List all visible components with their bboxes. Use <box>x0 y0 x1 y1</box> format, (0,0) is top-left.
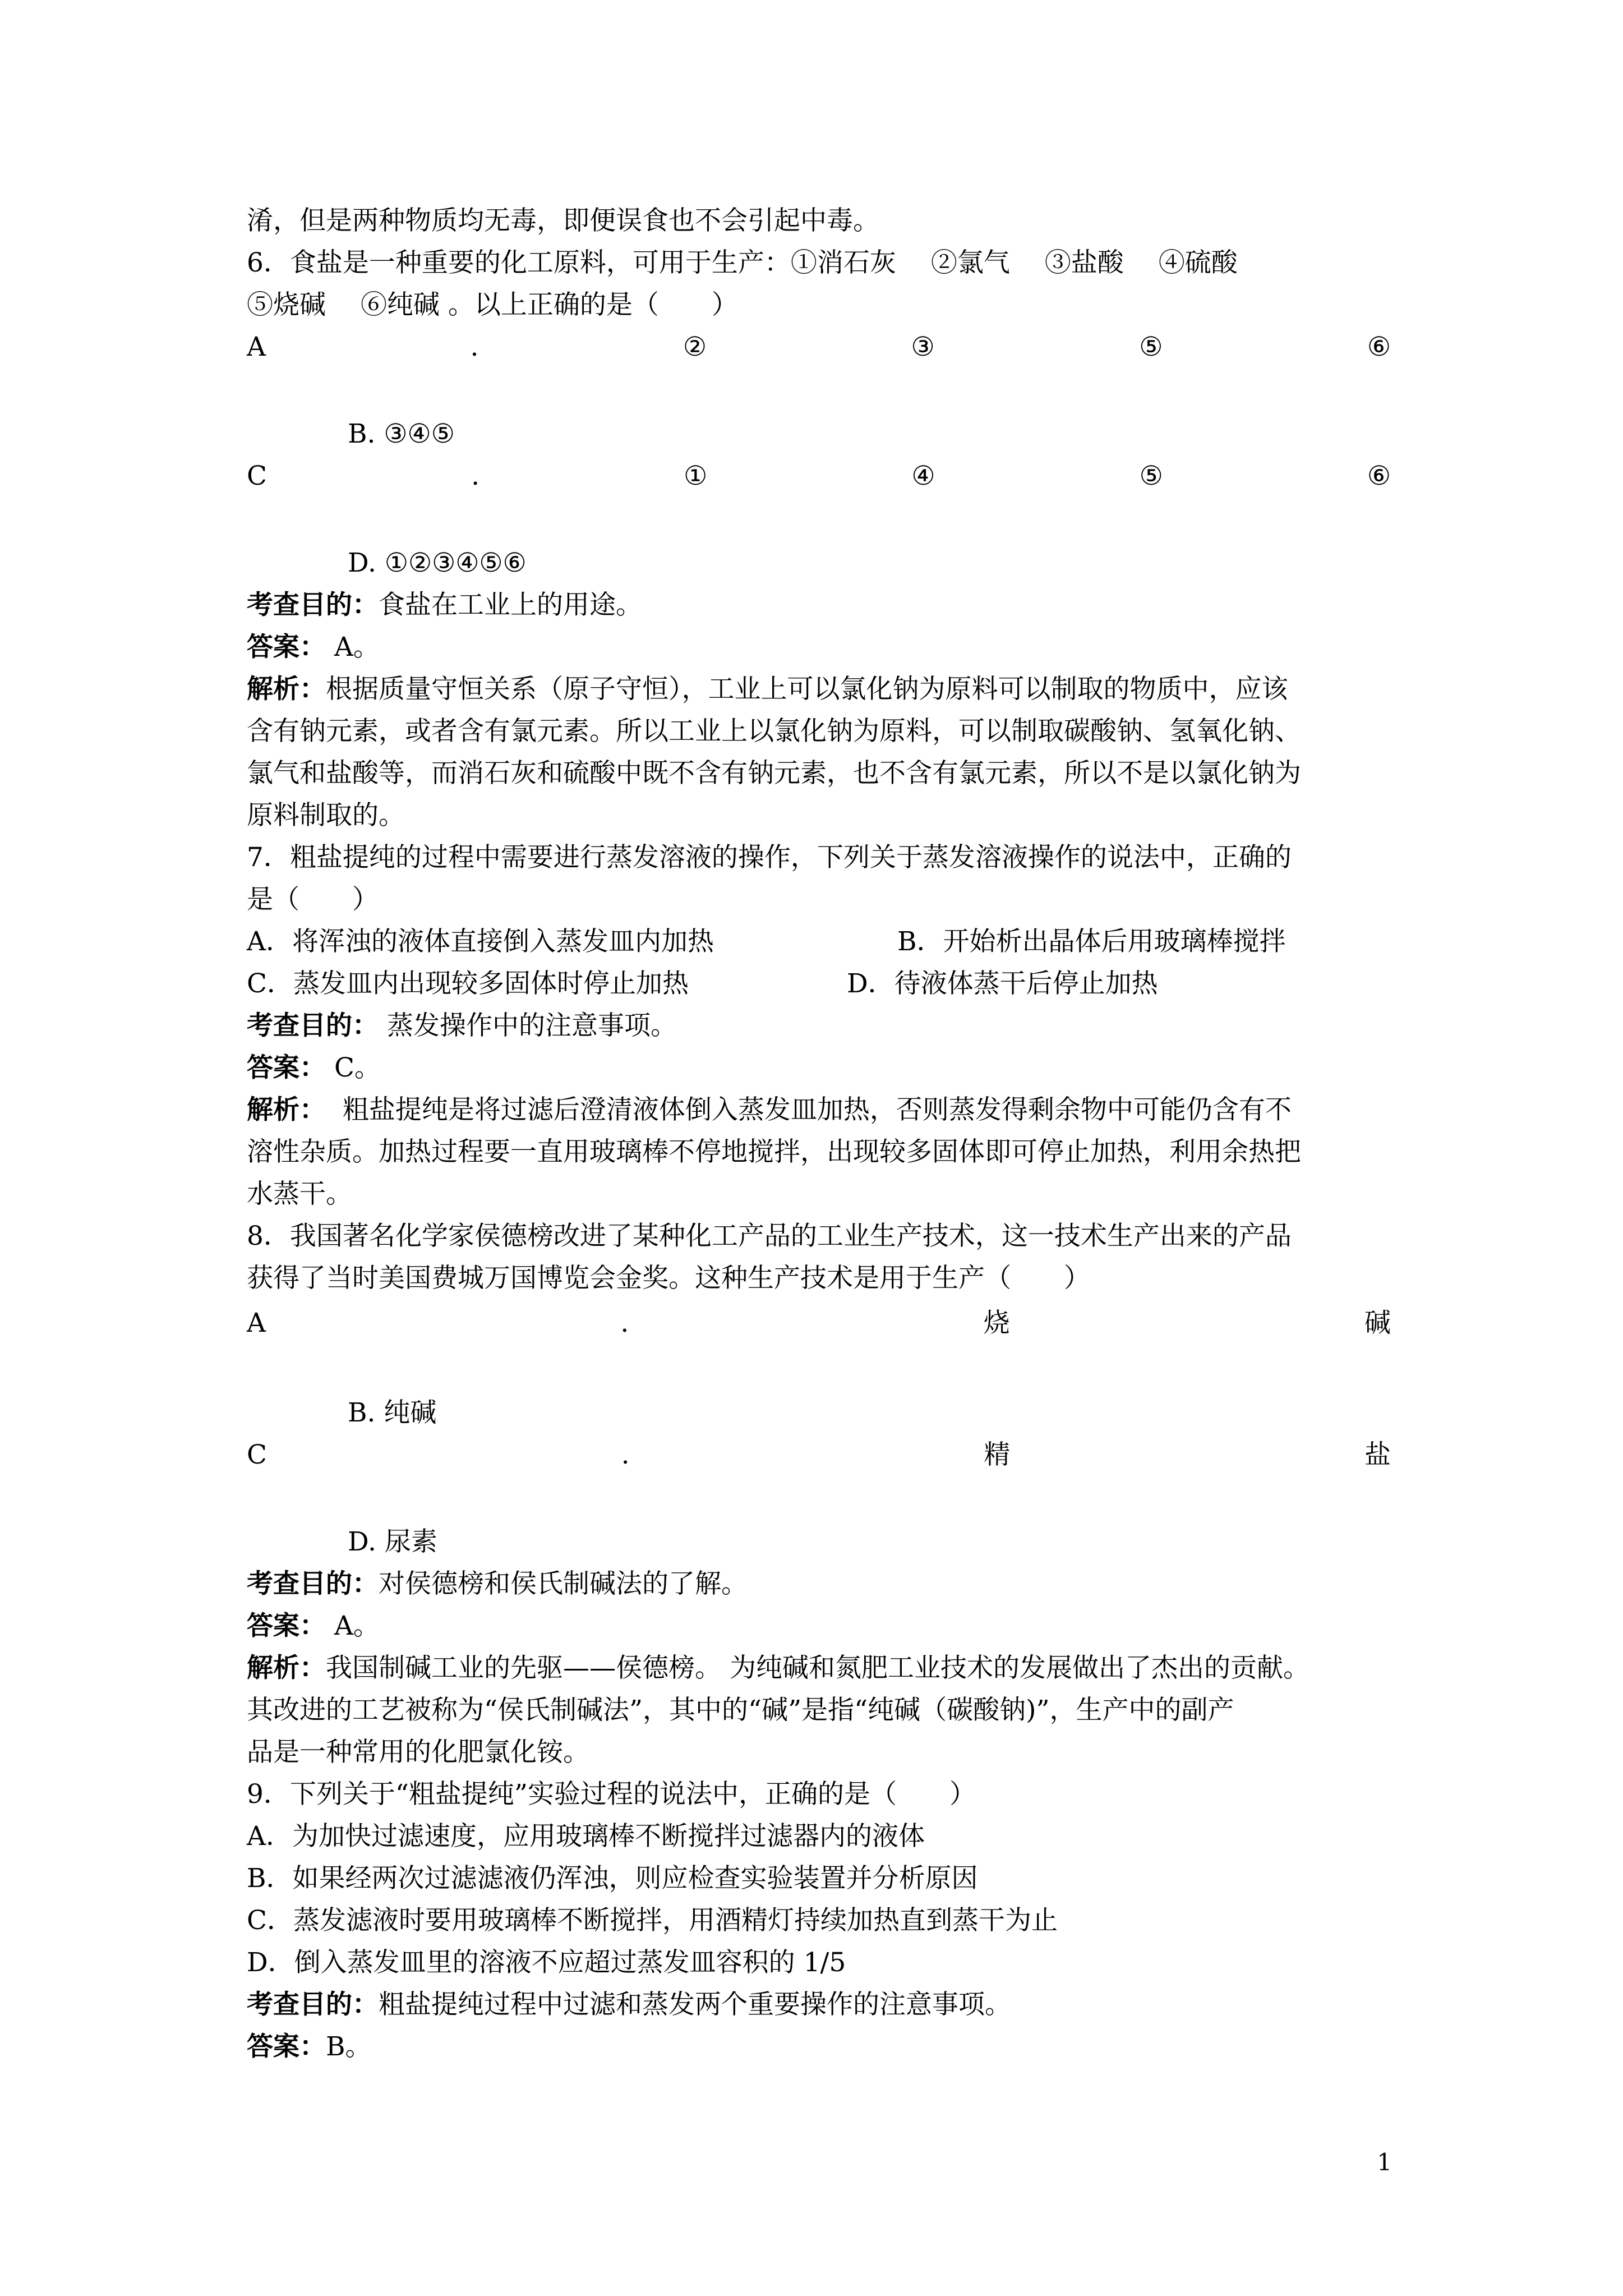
explanation-text: 根据质量守恒关系（原子守恒），工业上可以氯化钠为原料可以制取的物质中，应该 <box>326 674 1288 705</box>
option-letter: C <box>247 461 267 491</box>
question-9-option-b: B．如果经两次过滤滤液仍浑浊，则应检查实验装置并分析原因 <box>247 1863 978 1894</box>
option-item: ④ <box>911 461 935 491</box>
answer-text: A。 <box>326 1611 380 1641</box>
question-8-option-b: B. 纯碱 <box>348 1397 437 1428</box>
option-dot: . <box>621 1439 630 1470</box>
option-dot: . <box>471 461 480 491</box>
option-item: 烧 <box>983 1308 1010 1338</box>
option-item: 精 <box>984 1439 1011 1470</box>
goal-label: 考查目的： <box>247 1568 379 1599</box>
question-6-option-d: D. ①②③④⑤⑥ <box>348 547 527 578</box>
question-7-answer <box>247 1046 1391 1090</box>
text-line: 其改进的工艺被称为“侯氏制碱法”，其中的“碱”是指“纯碱（碳酸钠)”，生产中的副产 <box>247 1695 1234 1726</box>
option-dot: . <box>620 1308 629 1338</box>
goal-text: 对侯德榜和侯氏制碱法的了解。 <box>379 1568 748 1599</box>
question-7-stem-cont: 是（ ） <box>247 884 379 915</box>
question-8-option-a <box>247 1301 1391 1345</box>
question-6-option-c <box>247 454 1391 498</box>
explanation-text: 我国制碱工业的先驱——侯德榜。 为纯碱和氮肥工业技术的发展做出了杰出的贡献。 <box>326 1653 1310 1683</box>
question-7-explanation <box>247 1088 1391 1132</box>
question-6-goal <box>247 583 1391 627</box>
question-6-option-b: B. ③④⑤ <box>348 418 455 449</box>
answer-text: B。 <box>326 2031 372 2062</box>
question-8-option-d: D. 尿素 <box>348 1526 437 1557</box>
option-item: ③ <box>911 332 935 362</box>
option-letter: A <box>247 1308 266 1338</box>
explanation-text: 粗盐提纯是将过滤后澄清液体倒入蒸发皿加热，否则蒸发得剩余物中可能仍含有不 <box>326 1094 1292 1125</box>
goal-label: 考查目的： <box>247 1010 379 1041</box>
question-7-option-c: C．蒸发皿内出现较多固体时停止加热 <box>247 968 689 999</box>
question-9-answer <box>247 2025 1391 2069</box>
explanation-label: 解析： <box>247 1094 326 1125</box>
question-6-stem: 6．食盐是一种重要的化工原料，可用于生产：①消石灰 ②氯气 ③盐酸 ④硫酸 <box>247 247 1238 278</box>
option-letter: C <box>247 1439 267 1470</box>
text-line: 水蒸干。 <box>247 1179 352 1209</box>
page-number: 1 <box>1377 2148 1392 2176</box>
question-7-option-b: B．开始析出晶体后用玻璃棒搅拌 <box>897 926 1286 957</box>
question-8-explanation <box>247 1646 1391 1690</box>
option-item: ⑥ <box>1367 332 1391 362</box>
question-7-options-ab <box>247 920 1391 964</box>
option-item: ⑤ <box>1139 332 1163 362</box>
question-7-stem: 7．粗盐提纯的过程中需要进行蒸发溶液的操作，下列关于蒸发溶液操作的说法中，正确的 <box>247 842 1292 873</box>
text-line: 氯气和盐酸等，而消石灰和硫酸中既不含有钠元素，也不含有氯元素，所以不是以氯化钠为 <box>247 758 1301 789</box>
answer-label: 答案： <box>247 632 326 662</box>
goal-text: 粗盐提纯过程中过滤和蒸发两个重要操作的注意事项。 <box>379 1989 1011 2020</box>
goal-label: 考查目的： <box>247 1989 379 2020</box>
goal-label: 考查目的： <box>247 590 379 620</box>
answer-label: 答案： <box>247 1052 326 1083</box>
question-7-options-cd <box>247 962 1391 1006</box>
option-item: ⑤ <box>1139 461 1163 491</box>
answer-text: A。 <box>326 632 380 662</box>
option-item: ⑥ <box>1367 461 1391 491</box>
option-letter: A <box>247 332 266 362</box>
question-8-stem: 8．我国著名化学家侯德榜改进了某种化工产品的工业生产技术，这一技术生产出来的产品 <box>247 1221 1292 1251</box>
question-8-stem-cont: 获得了当时美国费城万国博览会金奖。这种生产技术是用于生产（ ） <box>247 1263 1090 1294</box>
question-9-goal <box>247 1983 1391 2027</box>
question-6-answer <box>247 625 1391 669</box>
option-item: 碱 <box>1364 1308 1391 1338</box>
answer-label: 答案： <box>247 1611 326 1641</box>
explanation-label: 解析： <box>247 1653 326 1683</box>
option-dot: . <box>470 332 479 362</box>
question-9-option-c: C．蒸发滤液时要用玻璃棒不断搅拌，用酒精灯持续加热直到蒸干为止 <box>247 1905 1058 1936</box>
question-7-goal <box>247 1004 1391 1048</box>
option-item: ① <box>684 461 708 491</box>
option-item: ② <box>683 332 707 362</box>
goal-text: 蒸发操作中的注意事项。 <box>379 1010 677 1041</box>
question-9-option-a: A．为加快过滤速度，应用玻璃棒不断搅拌过滤器内的液体 <box>247 1821 925 1852</box>
question-6-option-a <box>247 325 1391 369</box>
question-9-stem: 9．下列关于“粗盐提纯”实验过程的说法中，正确的是（ ） <box>247 1779 976 1810</box>
question-7-option-a: A．将浑浊的液体直接倒入蒸发皿内加热 <box>247 926 714 957</box>
text-line: 淆，但是两种物质均无毒，即便误食也不会引起中毒。 <box>247 205 879 236</box>
text-line: 溶性杂质。加热过程要一直用玻璃棒不停地搅拌，出现较多固体即可停止加热，利用余热把 <box>247 1137 1301 1167</box>
question-6-stem-cont: ⑤烧碱 ⑥纯碱 。以上正确的是（ ） <box>247 289 738 320</box>
text-line: 品是一种常用的化肥氯化铵。 <box>247 1737 589 1768</box>
answer-text: C。 <box>326 1052 381 1083</box>
option-item: 盐 <box>1364 1439 1391 1470</box>
question-7-option-d: D．待液体蒸干后停止加热 <box>847 968 1158 999</box>
question-8-option-c <box>247 1433 1391 1477</box>
goal-text: 食盐在工业上的用途。 <box>379 590 642 620</box>
question-8-goal <box>247 1562 1391 1606</box>
question-6-explanation <box>247 668 1391 711</box>
question-9-option-d: D．倒入蒸发皿里的溶液不应超过蒸发皿容积的 1/5 <box>247 1947 846 1978</box>
text-line: 含有钠元素，或者含有氯元素。所以工业上以氯化钠为原料，可以制取碳酸钠、氢氧化钠、 <box>247 716 1301 747</box>
answer-label: 答案： <box>247 2031 326 2062</box>
text-line: 原料制取的。 <box>247 800 405 831</box>
question-8-answer <box>247 1604 1391 1648</box>
explanation-label: 解析： <box>247 674 326 705</box>
